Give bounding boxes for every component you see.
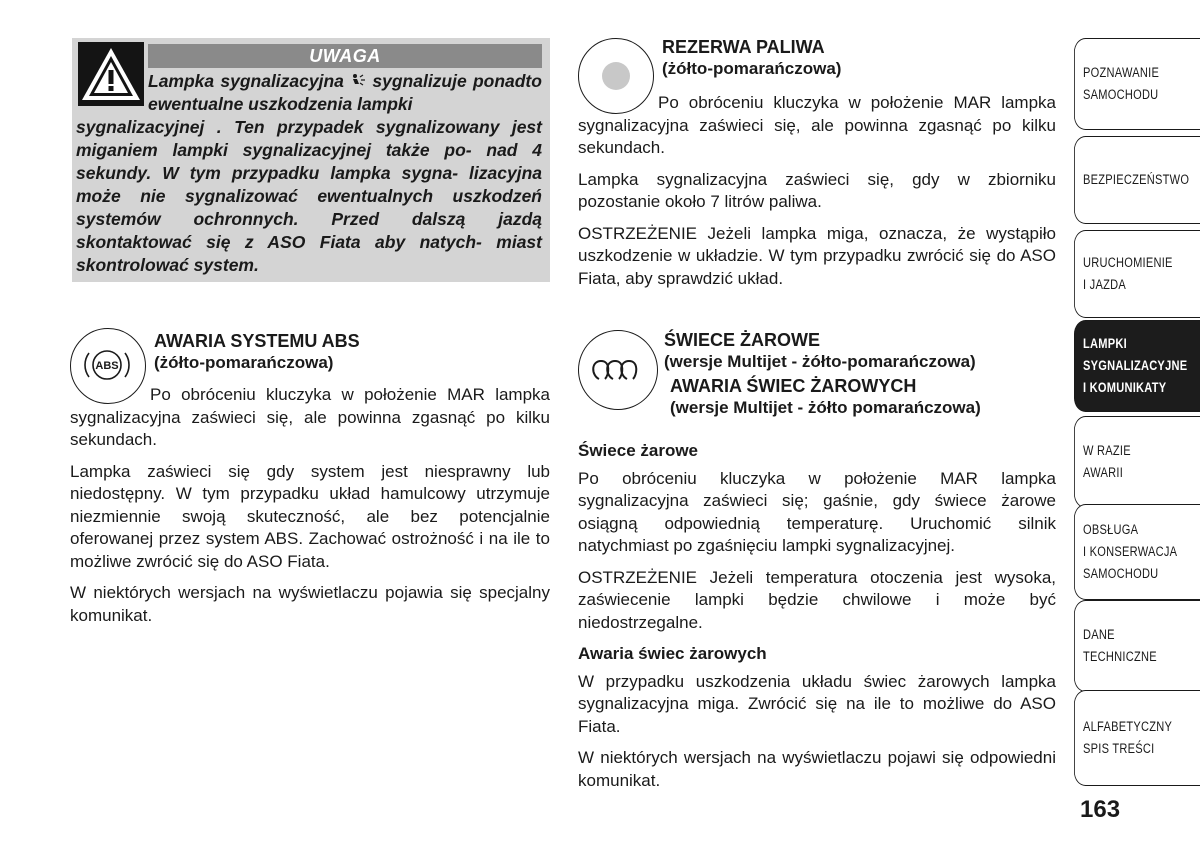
glow-paragraph-1: Po obróceniu kluczyka w położenie MAR lampka sygnalizacyjna zaświeci się; gaśnie, gdy świece żarowe osiągną odpowiednią temperaturę. Uruchomić silnik natychmiast po zgaśnięciu lampki sygnalizacyjnej. xyxy=(578,468,1056,555)
glow-body xyxy=(578,440,1056,801)
fuel-subtitle: (żółto-pomarańczowa) xyxy=(662,59,842,78)
warning-box xyxy=(72,38,550,282)
glow-title-2: AWARIA ŚWIEC ŻAROWYCH xyxy=(670,376,917,396)
abs-paragraph-3: W niektórych wersjach na wyświetlaczu pojawia się specjalny komunikat. xyxy=(70,583,550,625)
fuel-paragraph-3: OSTRZEŻENIE Jeżeli lampka miga, oznacza, że wystąpiło uszkodzenie w układzie. W tym przypadku zwrócić się do ASO Fiata, aby sprawdzić układ. xyxy=(578,223,1056,288)
glow-plug-lamp-icon xyxy=(578,330,658,410)
abs-title: AWARIA SYSTEMU ABS xyxy=(154,331,360,351)
airbag-icon xyxy=(350,73,366,89)
fuel-title: REZERWA PALIWA xyxy=(662,37,825,57)
tab-w-razie-awarii[interactable]: W RAZIE AWARII xyxy=(1074,416,1200,508)
glow-title-block xyxy=(664,329,981,419)
fuel-paragraph-2: Lampka sygnalizacyjna zaświeci się, gdy w zbiorniku pozostanie około 7 litrów paliwa. xyxy=(578,169,1056,211)
tab-obsluga-i-konserwacja[interactable]: OBSŁUGA I KONSERWACJA SAMOCHODU xyxy=(1074,504,1200,600)
page-number: 163 xyxy=(1080,796,1121,823)
fuel-title-block xyxy=(662,36,841,80)
tab-poznawanie-samochodu[interactable]: POZNAWANIE SAMOCHODU xyxy=(1074,38,1200,130)
tab-lampki-sygnalizacyjne[interactable]: LAMPKI SYGNALIZACYJNE I KOMUNIKATY xyxy=(1074,320,1200,412)
abs-subtitle: (żółto-pomarańczowa) xyxy=(154,353,334,372)
glow-subtitle-2: (wersje Multijet - żółto pomarańczowa) xyxy=(670,398,981,417)
glow-paragraph-4: W niektórych wersjach na wyświetlaczu pojawi się odpowiedni komunikat. xyxy=(578,748,1056,790)
glow-subtitle-1: (wersje Multijet - żółto-pomarańczowa) xyxy=(664,352,976,371)
tab-alfabetyczny-spis-tresci[interactable]: ALFABETYCZNY SPIS TREŚCI xyxy=(1074,690,1200,786)
tab-uruchomienie-i-jazda[interactable]: URUCHOMIENIE I JAZDA xyxy=(1074,230,1200,318)
glow-heading-2: Awaria świec żarowych xyxy=(578,644,767,663)
abs-body xyxy=(70,384,550,636)
warning-text-rest: sygnalizacyjnej . Ten przypadek sygnalizowany jest miganiem lampki sygnalizacyjnej także po- nad 4 sekundy. W tym przypadku lampka sygna- lizacyjna może nie sygnalizować ewentualnych uszkodzeń systemów ochronnych. Przed dalszą jazdą skontaktować się z ASO Fiata aby natych- miast skontrolować system. xyxy=(76,117,542,275)
glow-paragraph-2: OSTRZEŻENIE Jeżeli temperatura otoczenia jest wysoka, zaświecenie lampki będzie chwilowe i może być niedostrzegalne. xyxy=(578,567,1056,632)
glow-title-1: ŚWIECE ŻAROWE xyxy=(664,330,820,350)
warning-text: Lampka sygnalizacyjna sygnalizuje ponadto ewentualne uszkodzenia lampki sygnalizacyjnej . Ten przypadek sygnalizowany jest miganiem lampki sygnalizacyjnej także po- nad 4 sekundy. W tym przypadku lampka sygna- lizacyjna może nie sygnalizować ewentualnych uszkodzeń systemów ochronnych. Przed dalszą jazdą skontaktować się z ASO Fiata aby natych- miast skontrolować system. xyxy=(76,71,542,275)
abs-paragraph-1: Po obróceniu kluczyka w położenie MAR lampka sygnalizacyjna zaświeci się, ale powinna zgasnąć po kilku sekundach. xyxy=(70,385,550,449)
fuel-body xyxy=(578,92,1056,299)
tab-dane-techniczne[interactable]: DANE TECHNICZNE xyxy=(1074,600,1200,692)
tab-bezpieczenstwo[interactable]: BEZPIECZEŃSTWO xyxy=(1074,136,1200,224)
fuel-paragraph-1: Po obróceniu kluczyka w położenie MAR lampka sygnalizacyjna zaświeci się, ale powinna zgasnąć po kilku sekundach. xyxy=(578,93,1056,157)
glow-heading-1: Świece żarowe xyxy=(578,441,699,460)
abs-title-block xyxy=(154,330,360,374)
abs-paragraph-2: Lampka zaświeci się gdy system jest niesprawny lub niedostępny. W tym przypadku układ hamulcowy utrzymuje niezmiennie swoją skuteczność, ale bez potencjalnie oferowanej przez system ABS. Zachować ostrożność i na ile to możliwe zwrócić się do ASO Fiata. xyxy=(70,461,550,571)
glow-paragraph-3: W przypadku uszkodzenia układu świec żarowych lampka sygnalizacyjna miga. Zwrócić się na ile to możliwe do ASO Fiata. xyxy=(578,671,1056,736)
warning-heading: UWAGA xyxy=(148,44,542,68)
abs-icon-label: ABS xyxy=(95,360,120,373)
